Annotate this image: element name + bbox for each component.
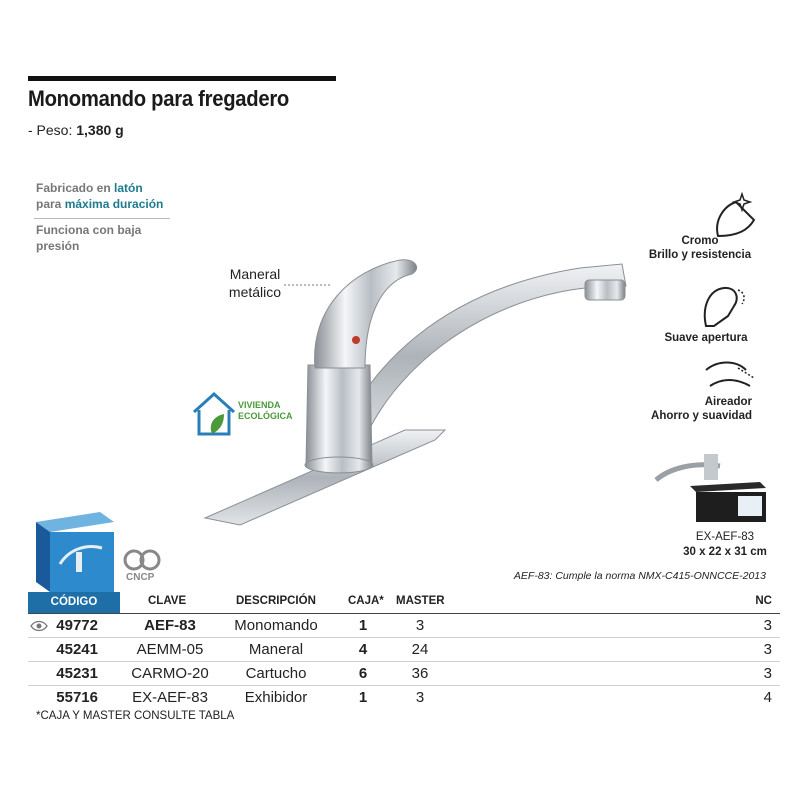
header-clave: CLAVE: [148, 595, 187, 607]
cell-codigo: 49772: [56, 617, 98, 634]
cell-clave: AEMM-05: [136, 641, 204, 658]
cell-caja: 4: [358, 641, 368, 658]
header-caja: CAJA*: [348, 595, 384, 607]
product-box-image: [30, 508, 120, 594]
cell-nc: 3: [763, 665, 772, 682]
display-package-image: [650, 440, 772, 526]
cell-clave: AEF-83: [144, 617, 196, 634]
header-codigo: CÓDIGO: [28, 592, 120, 613]
cell-clave: CARMO-20: [131, 665, 209, 682]
cell-descripcion: Monomando: [234, 617, 318, 634]
header-master: MASTER: [396, 595, 445, 607]
feature-divider: [34, 218, 170, 219]
cell-descripcion: Maneral: [248, 641, 304, 658]
cell-caja: 1: [358, 617, 368, 634]
cncp-logo-icon: [120, 548, 164, 572]
table-footnote: *CAJA Y MASTER CONSULTE TABLA: [36, 710, 235, 722]
eco-badge-text: VIVIENDA ECOLÓGICA: [238, 400, 293, 421]
header-nc: NC: [755, 595, 772, 607]
cell-codigo: 55716: [56, 689, 98, 706]
cell-nc: 3: [763, 641, 772, 658]
house-leaf-icon: [190, 390, 242, 438]
table-row: [28, 662, 780, 686]
hand-lever-icon: [698, 278, 754, 330]
cell-master: 3: [415, 689, 425, 706]
suave-callout: Suave apertura: [664, 332, 748, 344]
table-header: [28, 592, 780, 614]
cell-nc: 3: [763, 617, 772, 634]
feature-low-pressure: Funciona con baja presión: [36, 223, 142, 253]
feature-brass: Fabricado en latón para máxima duración: [36, 181, 164, 211]
product-table: [28, 592, 780, 709]
cncp-logo-text: CNCP: [126, 572, 155, 583]
aerator-icon: [702, 356, 758, 392]
header-descripcion: DESCRIPCIÓN: [236, 595, 316, 607]
sparkle-hand-icon: [708, 190, 764, 240]
weight-info: [28, 122, 124, 138]
maneral-callout-line: [284, 280, 334, 290]
weight-label: - Peso:: [28, 122, 77, 138]
eye-icon[interactable]: [30, 620, 48, 632]
cell-descripcion: Exhibidor: [244, 689, 308, 706]
cell-master: 36: [411, 665, 429, 682]
norm-note: AEF-83: Cumple la norma NMX-C415-ONNCCE-2013: [513, 570, 766, 582]
display-package-label: EX-AEF-83 30 x 22 x 31 cm: [683, 531, 767, 558]
cell-master: 24: [411, 641, 429, 658]
cromo-callout: Cromo Brillo y resistencia: [648, 235, 752, 261]
cell-codigo: 45241: [56, 641, 98, 658]
cell-codigo: 45231: [56, 665, 98, 682]
page-title: Monomando para fregadero: [28, 86, 290, 111]
weight-value: 1,380 g: [76, 122, 124, 138]
cell-nc: 4: [763, 689, 772, 706]
cell-master: 3: [415, 617, 425, 634]
table-row: [28, 638, 780, 662]
cell-caja: 1: [358, 689, 368, 706]
title-rule: [28, 76, 336, 81]
cell-descripcion: Cartucho: [245, 665, 307, 682]
cell-clave: EX-AEF-83: [132, 689, 208, 706]
cell-caja: 6: [358, 665, 368, 682]
aireador-callout: Aireador Ahorro y suavidad: [651, 396, 752, 422]
maneral-callout: Maneral metálico: [228, 266, 282, 300]
table-row: [28, 614, 780, 638]
table-row: [28, 686, 780, 709]
